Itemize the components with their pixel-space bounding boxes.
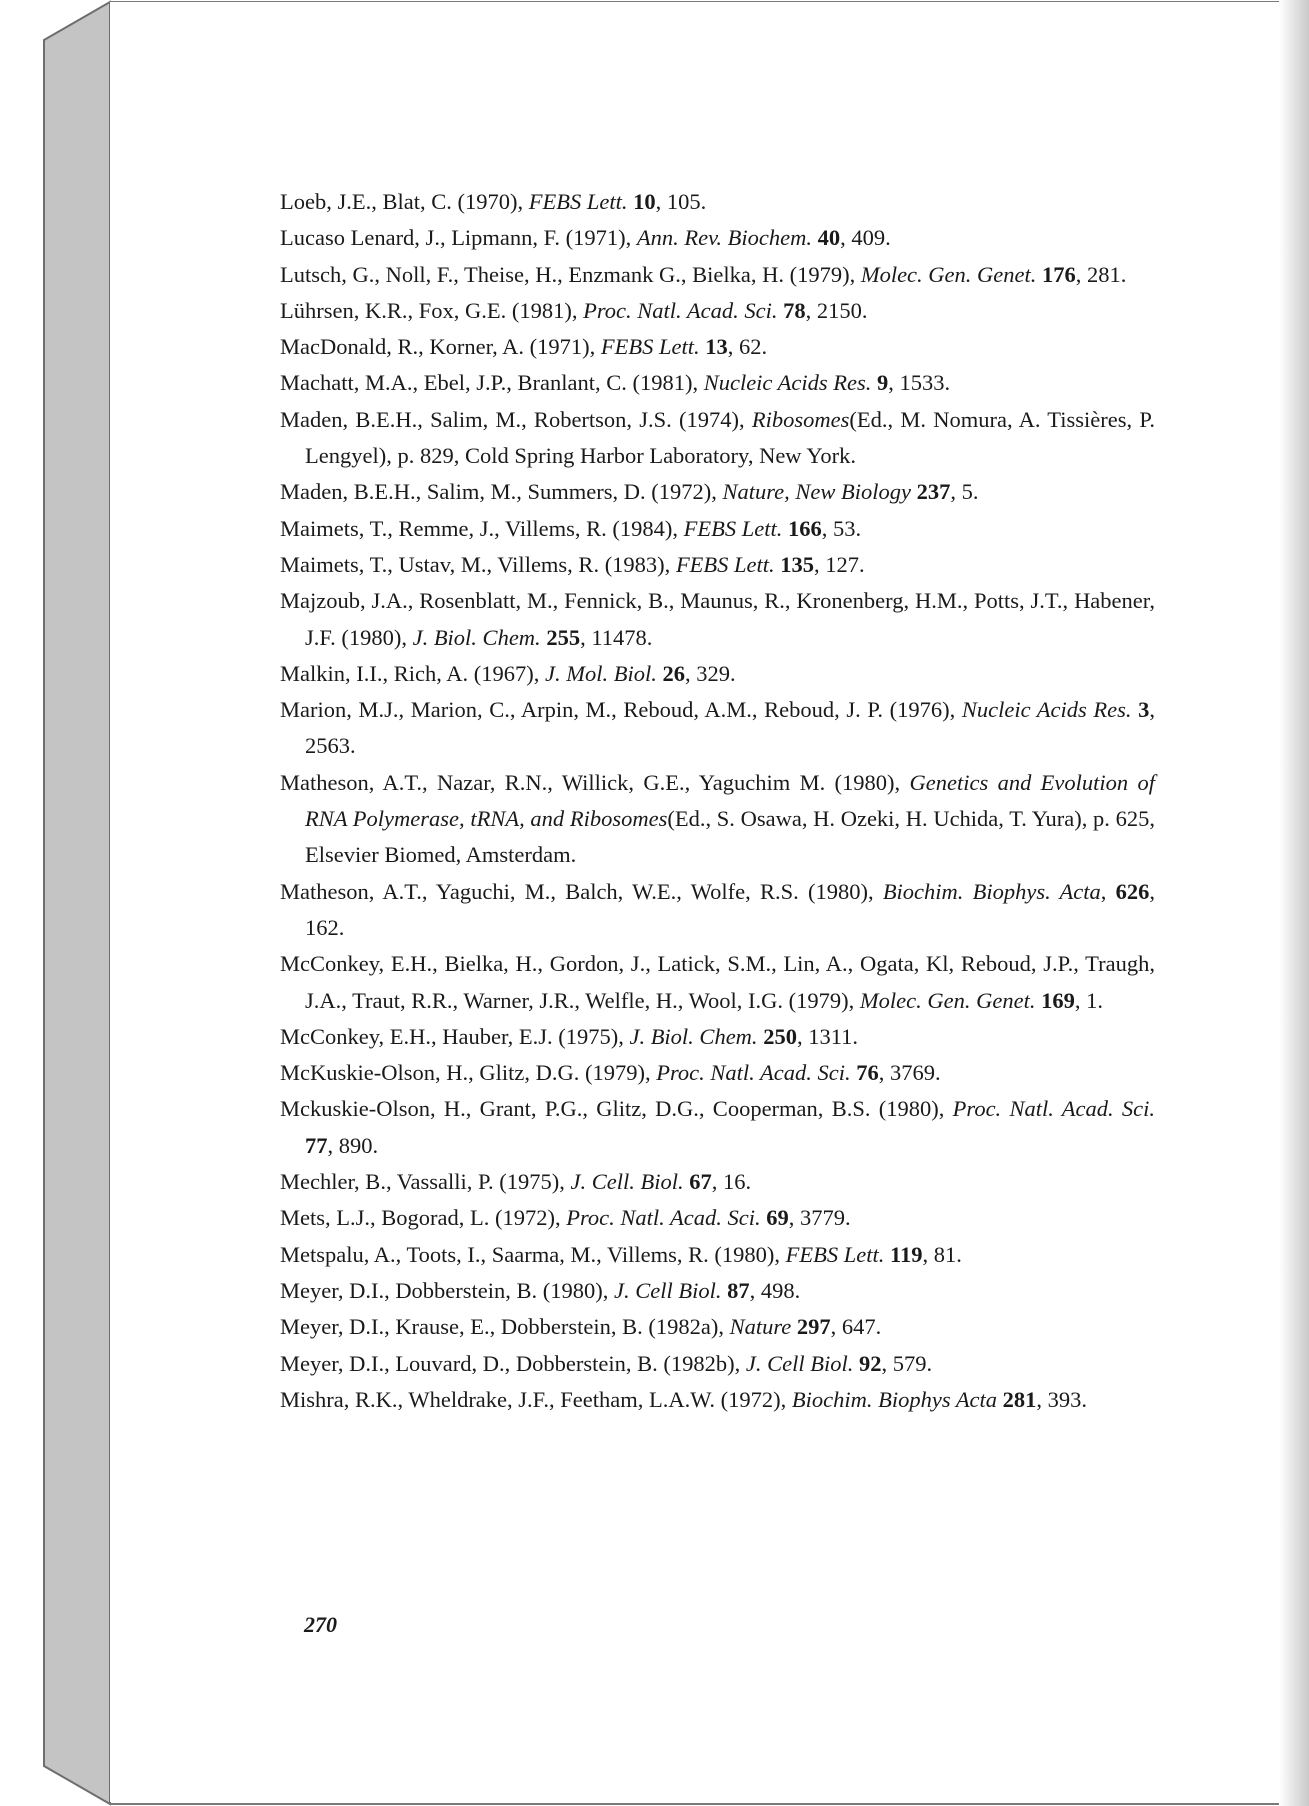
reference-entry (280, 874, 1155, 947)
reference-pages: , 579. (881, 1350, 933, 1376)
reference-pages: , 3779. (788, 1205, 851, 1231)
reference-authors: Lührsen, K.R., Fox, G.E. (1981), (280, 297, 584, 323)
reference-pages: , 3769. (878, 1060, 941, 1086)
reference-volume: 237 (916, 479, 951, 505)
reference-authors: Matheson, A.T., Yaguchi, M., Balch, W.E., Wolfe, R.S. (1980), (280, 878, 883, 904)
reference-pages: , 62. (727, 334, 768, 360)
reference-journal: Molec. Gen. Genet. (860, 261, 1037, 287)
reference-journal: FEBS Lett. (675, 551, 775, 577)
reference-entry (280, 329, 1155, 365)
reference-entry (280, 656, 1155, 692)
reference-authors: Lucaso Lenard, J., Lipmann, F. (1971), (280, 225, 637, 251)
reference-pages: , 5. (950, 479, 979, 505)
reference-authors: McConkey, E.H., Bielka, H., Gordon, J., Latick, S.M., Lin, A., Ogata, Kl, Reboud, J.P., Traugh, J.A., Traut, R.R., Warner, J.R., Welfle, H., Wool, I.G. (1979), (280, 951, 1155, 1013)
reference-journal: FEBS Lett. (600, 334, 700, 360)
reference-volume: 166 (788, 515, 822, 541)
reference-volume: 13 (705, 334, 728, 360)
reference-journal: Biochim. Biophys. Acta (882, 878, 1101, 904)
reference-journal: Proc. Natl. Acad. Sci. (952, 1096, 1155, 1122)
reference-volume: 169 (1041, 987, 1075, 1013)
reference-volume: 3 (1138, 697, 1150, 723)
reference-journal: J. Cell Biol. (614, 1277, 722, 1303)
reference-pages: , 53. (821, 515, 862, 541)
reference-journal: FEBS Lett. (528, 189, 628, 214)
reference-journal: Molec. Gen. Genet. (859, 987, 1036, 1013)
reference-volume: 26 (662, 660, 685, 686)
reference-authors: McConkey, E.H., Hauber, E.J. (1975), (280, 1023, 630, 1049)
reference-authors: Mets, L.J., Bogorad, L. (1972), (280, 1205, 567, 1231)
reference-entry (280, 765, 1155, 874)
reference-pages: , 81. (922, 1241, 962, 1267)
reference-entry (280, 1164, 1155, 1200)
reference-pages: (Ed., M. Nomura, A. Tissières, P. Lengyel), p. 829, Cold Spring Harbor Laboratory, New York. (305, 406, 1155, 469)
reference-pages: , 16. (711, 1169, 752, 1195)
reference-authors: Mckuskie-Olson, H., Grant, P.G., Glitz, D.G., Cooperman, B.S. (1980), (280, 1096, 953, 1122)
reference-journal: J. Cell Biol. (745, 1350, 854, 1376)
reference-volume: 10 (633, 189, 656, 214)
reference-entry (280, 583, 1155, 656)
reference-entry (280, 692, 1155, 765)
reference-volume: 135 (780, 551, 815, 577)
reference-pages: , 498. (749, 1277, 801, 1303)
reference-journal: Proc. Natl. Acad. Sci. (656, 1060, 851, 1086)
reference-volume: 69 (766, 1205, 789, 1231)
reference-entry (280, 547, 1155, 583)
reference-authors: Meyer, D.I., Krause, E., Dobberstein, B. (1982a), (280, 1314, 730, 1340)
page-edge-shadow (1279, 0, 1309, 1806)
reference-pages: , 162. (305, 878, 1156, 940)
reference-pages: , 1311. (796, 1023, 858, 1049)
reference-pages: , 1533. (888, 370, 951, 396)
reference-authors: Maimets, T., Ustav, M., Villems, R. (1983), (280, 551, 676, 577)
reference-authors: Metspalu, A., Toots, I., Saarma, M., Villems, R. (1980), (280, 1241, 786, 1267)
reference-pages: , 105. (655, 189, 707, 214)
reference-authors: Malkin, I.I., Rich, A. (1967), (280, 660, 545, 686)
reference-authors: Lutsch, G., Noll, F., Theise, H., Enzmank G., Bielka, H. (1979), (280, 261, 861, 287)
reference-journal: Proc. Natl. Acad. Sci. (566, 1205, 761, 1231)
reference-entry (280, 220, 1155, 256)
reference-authors: Maden, B.E.H., Salim, M., Summers, D. (1972), (280, 479, 723, 505)
reference-entry (280, 1273, 1155, 1309)
reference-entry (280, 1200, 1155, 1236)
reference-pages: , 281. (1075, 261, 1127, 287)
reference-volume: 281 (1002, 1386, 1037, 1412)
reference-pages: , 11478. (580, 624, 653, 650)
reference-pages: , 329. (684, 660, 736, 686)
reference-authors: Matheson, A.T., Nazar, R.N., Willick, G.E., Yaguchim M. (1980), (280, 769, 910, 795)
reference-volume: 87 (727, 1277, 750, 1303)
reference-journal: FEBS Lett. (683, 515, 783, 541)
reference-authors: Majzoub, J.A., Rosenblatt, M., Fennick, B., Maunus, R., Kronenberg, H.M., Potts, J.T., Habener, J.F. (1980), (280, 588, 1155, 650)
reference-pages: , 2150. (805, 297, 868, 323)
reference-entry (280, 474, 1155, 510)
reference-volume: 78 (783, 297, 806, 323)
page-number: 270 (304, 1612, 337, 1637)
reference-authors: MacDonald, R., Korner, A. (1971), (280, 334, 601, 360)
reference-pages: , 890. (327, 1132, 379, 1158)
reference-authors: Marion, M.J., Marion, C., Arpin, M., Reboud, A.M., Reboud, J. P. (1976), (280, 697, 962, 723)
reference-journal: Biochim. Biophys Acta (791, 1386, 998, 1412)
reference-entry (280, 1382, 1155, 1418)
reference-pages: (Ed., S. Osawa, H. Ozeki, H. Uchida, T. Yura), p. 625, Elsevier Biomed, Amsterdam. (305, 806, 1156, 868)
reference-authors: Maden, B.E.H., Salim, M., Robertson, J.S. (1974), (280, 406, 752, 432)
reference-entry (280, 1019, 1155, 1055)
reference-volume: 297 (796, 1314, 831, 1340)
reference-volume: 255 (546, 624, 581, 650)
reference-entry (280, 365, 1155, 401)
reference-entry (280, 511, 1155, 547)
reference-pages: , 393. (1036, 1386, 1088, 1412)
reference-pages: , 127. (814, 551, 865, 577)
reference-pages: , 2563. (305, 697, 1156, 759)
reference-journal: J. Biol. Chem. (629, 1023, 758, 1049)
reference-journal: Nature (729, 1314, 792, 1340)
reference-entry (280, 293, 1155, 329)
reference-entry (280, 402, 1155, 475)
reference-volume: 250 (763, 1023, 797, 1049)
reference-journal: J. Mol. Biol. (544, 660, 657, 686)
reference-journal: Ribosomes (751, 406, 850, 432)
reference-journal: Genetics and Evolution of RNA Polymerase, tRNA, and Ribosomes (305, 769, 1155, 832)
reference-pages: , 1. (1074, 987, 1103, 1013)
reference-volume: 67 (689, 1169, 712, 1195)
reference-volume: 77 (305, 1132, 328, 1158)
reference-volume: 119 (889, 1241, 923, 1267)
reference-authors: Meyer, D.I., Louvard, D., Dobberstein, B. (1982b), (280, 1350, 746, 1376)
reference-entry (280, 1055, 1155, 1091)
reference-authors: Meyer, D.I., Dobberstein, B. (1980), (280, 1277, 615, 1303)
reference-entry (280, 946, 1155, 1019)
reference-journal: Nucleic Acids Res. (703, 370, 872, 396)
reference-journal: Nucleic Acids Res. (961, 697, 1132, 723)
reference-volume: 76 (856, 1060, 879, 1086)
reference-journal: FEBS Lett. (785, 1241, 885, 1267)
reference-entry (280, 1309, 1155, 1345)
reference-volume: 92 (859, 1350, 882, 1376)
reference-authors: McKuskie-Olson, H., Glitz, D.G. (1979), (280, 1060, 657, 1086)
reference-volume: 176 (1042, 261, 1076, 287)
reference-entry (280, 1346, 1155, 1382)
reference-list (280, 184, 1155, 1418)
reference-journal: Proc. Natl. Acad. Sci. (583, 297, 778, 323)
reference-authors: Machatt, M.A., Ebel, J.P., Branlant, C. (1981), (280, 370, 704, 396)
reference-volume: 40 (817, 225, 841, 251)
reference-authors: Mishra, R.K., Wheldrake, J.F., Feetham, L.A.W. (1972), (280, 1386, 792, 1412)
reference-volume: 626 (1115, 878, 1150, 904)
reference-entry (280, 1237, 1155, 1273)
reference-pages: , 647. (830, 1314, 882, 1340)
reference-journal: J. Biol. Chem. (412, 624, 541, 650)
reference-pages: , 409. (840, 225, 891, 251)
reference-journal: Ann. Rev. Biochem. (636, 225, 813, 251)
reference-authors: Maimets, T., Remme, J., Villems, R. (1984), (280, 515, 684, 541)
reference-authors: Loeb, J.E., Blat, C. (1970), (280, 189, 529, 214)
reference-journal: J. Cell. Biol. (570, 1169, 684, 1195)
reference-entry (280, 257, 1155, 293)
reference-journal: Nature, New Biology (722, 479, 912, 505)
reference-entry (280, 184, 1155, 220)
reference-separator: , (1100, 878, 1116, 904)
reference-volume: 9 (877, 370, 889, 396)
reference-entry (280, 1091, 1155, 1164)
reference-authors: Mechler, B., Vassalli, P. (1975), (280, 1169, 571, 1195)
